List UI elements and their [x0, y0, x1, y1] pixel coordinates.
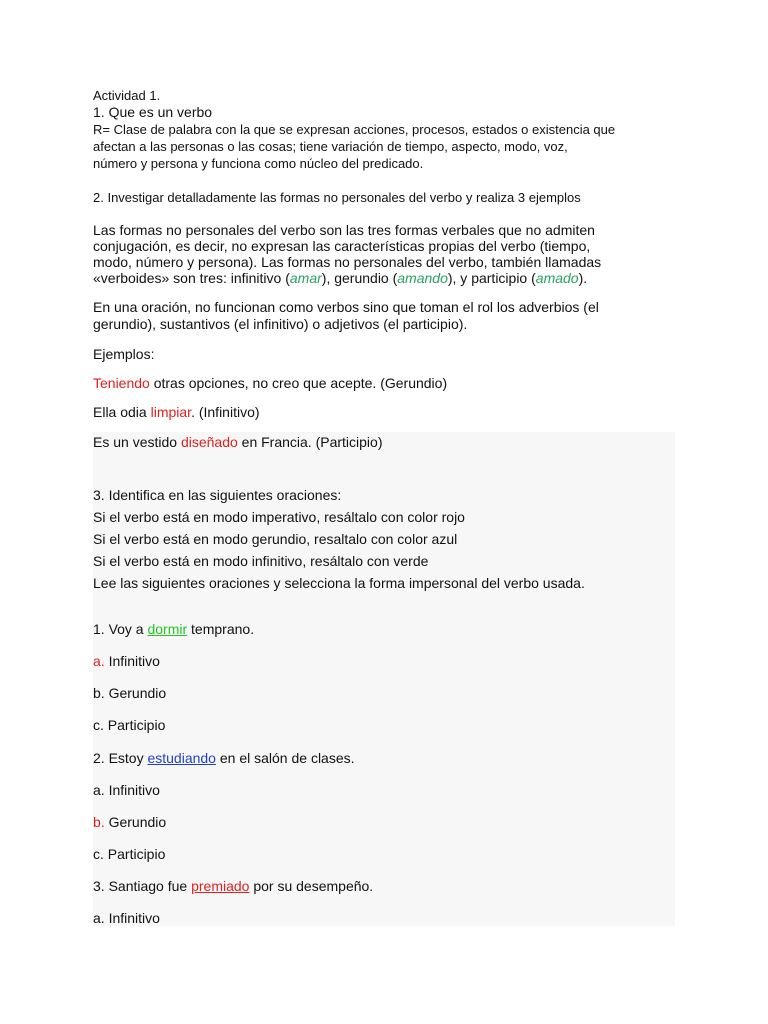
activity-heading: Actividad 1. — [93, 88, 161, 103]
highlighted-verb-green: dormir — [147, 621, 188, 637]
option-c: c. Participio — [93, 717, 166, 733]
text-segment: ), y participio ( — [447, 270, 536, 286]
paragraph-line: En una oración, no funcionan como verbos sino que toman el rol los adverbios (el — [93, 299, 599, 315]
exercise-sentence-1 — [93, 621, 254, 638]
question-2-title: 2. Investigar detalladamente las formas no personales del verbo y realiza 3 ejemplos — [93, 190, 581, 205]
highlighted-verb: limpiar — [150, 404, 192, 420]
question-1-answer-line: R= Clase de palabra con la que se expresan acciones, procesos, estados o existencia que — [93, 122, 616, 137]
shaded-panel — [93, 432, 675, 926]
text-segment: Es un vestido — [93, 434, 181, 450]
option-b — [93, 814, 166, 831]
text-segment: otras opciones, no creo que acepte. (Gerundio) — [149, 375, 448, 391]
highlighted-verb-red: premiado — [191, 878, 250, 894]
exercise-sentence-3 — [93, 878, 373, 895]
text-segment: 3. Santiago fue — [93, 878, 192, 894]
paragraph-line: conjugación, es decir, no expresan las características propias del verbo (tiempo, — [93, 238, 591, 254]
text-segment: en el salón de clases. — [215, 750, 355, 766]
paragraph-line: modo, número y persona). Las formas no personales del verbo, también llamadas — [93, 254, 602, 270]
example-word-infinitive: amar — [289, 270, 322, 286]
text-segment: ). — [578, 270, 588, 286]
option-a — [93, 653, 160, 670]
option-b: b. Gerundio — [93, 685, 167, 701]
selected-option-letter: b. — [93, 814, 105, 830]
text-segment: ), gerundio ( — [321, 270, 398, 286]
option-a: a. Infinitivo — [93, 782, 160, 798]
example-sentence-2 — [93, 404, 260, 421]
example-word-gerund: amando — [397, 270, 448, 286]
instruction-line: Si el verbo está en modo imperativo, resáltalo con color rojo — [93, 509, 465, 525]
paragraph-line: Las formas no personales del verbo son las tres formas verbales que no admiten — [93, 222, 595, 238]
instruction-line: Si el verbo está en modo infinitivo, resáltalo con verde — [93, 553, 429, 569]
text-segment: Ella odia — [93, 404, 151, 420]
text-segment: «verboides» son tres: infinitivo ( — [93, 270, 290, 286]
text-segment: en Francia. (Participio) — [237, 434, 383, 450]
paragraph-line-verboides — [93, 270, 587, 287]
highlighted-verb: Teniendo — [93, 375, 150, 391]
paragraph-line: gerundio), sustantivos (el infinitivo) o adjetivos (el participio). — [93, 316, 468, 332]
text-segment: 2. Estoy — [93, 750, 148, 766]
text-segment: por su desempeño. — [249, 878, 374, 894]
text-segment: 1. Voy a — [93, 621, 148, 637]
instruction-line: Lee las siguientes oraciones y selecciona la forma impersonal del verbo usada. — [93, 575, 585, 591]
question-1-answer-line: afectan a las personas o las cosas; tiene variación de tiempo, aspecto, modo, voz, — [93, 139, 568, 154]
examples-label: Ejemplos: — [93, 346, 155, 362]
text-segment: . (Infinitivo) — [191, 404, 260, 420]
option-a: a. Infinitivo — [93, 910, 160, 926]
question-3-title: 3. Identifica en las siguientes oraciones: — [93, 487, 342, 503]
example-word-participle: amado — [535, 270, 579, 286]
selected-option-letter: a. — [93, 653, 105, 669]
option-c: c. Participio — [93, 846, 166, 862]
option-text: Gerundio — [104, 814, 167, 830]
example-sentence-1 — [93, 375, 447, 392]
highlighted-verb-blue: estudiando — [147, 750, 216, 766]
instruction-line: Si el verbo está en modo gerundio, resaltalo con color azul — [93, 531, 458, 547]
question-1-title: 1. Que es un verbo — [93, 104, 213, 120]
highlighted-verb: diseñado — [180, 434, 238, 450]
example-sentence-3 — [93, 434, 382, 451]
question-1-answer-line: número y persona y funciona como núcleo del predicado. — [93, 156, 424, 171]
option-text: Infinitivo — [104, 653, 160, 669]
exercise-sentence-2 — [93, 750, 355, 767]
text-segment: temprano. — [187, 621, 255, 637]
